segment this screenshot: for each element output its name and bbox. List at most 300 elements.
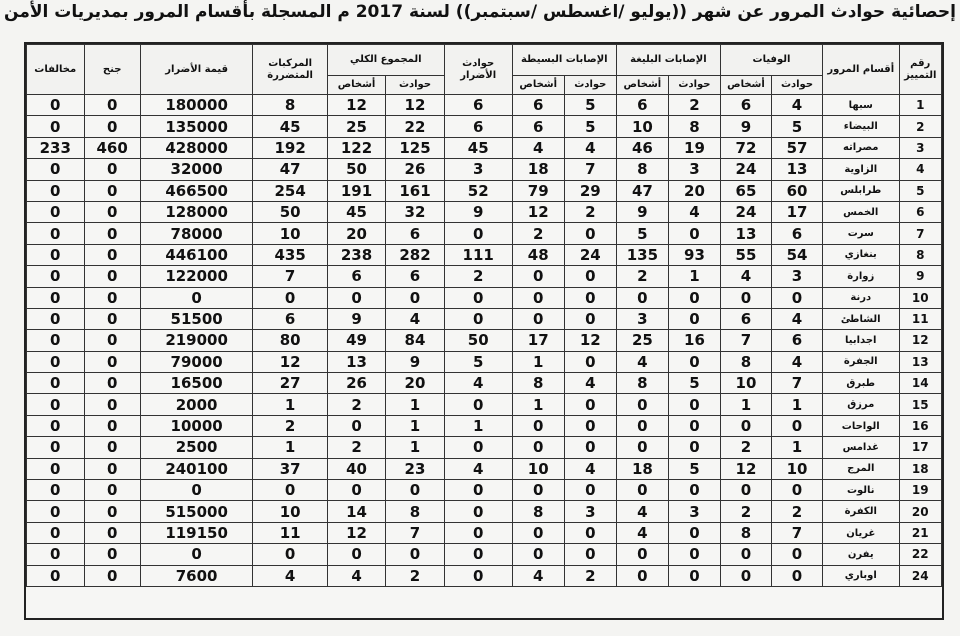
damage-value-cell: 466500: [140, 180, 253, 201]
minor-persons-cell: 1: [512, 351, 564, 372]
damage-accidents-cell: 5: [444, 351, 512, 372]
damaged-vehicles-cell: 254: [253, 180, 327, 201]
subheader-total-persons: أشخاص: [327, 76, 385, 95]
deaths-persons-cell: 8: [720, 522, 771, 543]
damage-value-cell: 515000: [140, 501, 253, 522]
misdemeanors-cell: 0: [84, 287, 140, 308]
severe-accidents-cell: 0: [668, 308, 720, 329]
damage-value-cell: 7600: [140, 565, 253, 586]
severe-persons-cell: 4: [616, 351, 668, 372]
deaths-persons-cell: 8: [720, 351, 771, 372]
station-name-cell: بنغازي: [823, 244, 900, 265]
total-persons-cell: 9: [327, 308, 385, 329]
table-row: [27, 544, 942, 565]
station-name-cell: الكفرة: [823, 501, 900, 522]
minor-persons-cell: 6: [512, 95, 564, 116]
total-accidents-cell: 0: [386, 287, 444, 308]
minor-persons-cell: 0: [512, 544, 564, 565]
deaths-accidents-cell: 10: [772, 458, 823, 479]
table-body: [27, 95, 942, 587]
damaged-vehicles-cell: 0: [253, 544, 327, 565]
table-row: [27, 116, 942, 137]
severe-accidents-cell: 93: [668, 244, 720, 265]
total-accidents-cell: 6: [386, 223, 444, 244]
station-name-cell: طبرق: [823, 373, 900, 394]
row-number-cell: 11: [899, 308, 942, 329]
minor-accidents-cell: 3: [564, 501, 616, 522]
severe-persons-cell: 6: [616, 95, 668, 116]
minor-persons-cell: 2: [512, 223, 564, 244]
row-number-cell: 17: [899, 437, 942, 458]
severe-persons-cell: 18: [616, 458, 668, 479]
misdemeanors-cell: 0: [84, 394, 140, 415]
minor-persons-cell: 0: [512, 415, 564, 436]
minor-accidents-cell: 24: [564, 244, 616, 265]
damage-value-cell: 446100: [140, 244, 253, 265]
header-damaged-vehicles: المركبات المتضررة: [253, 45, 327, 95]
severe-accidents-cell: 0: [668, 522, 720, 543]
severe-persons-cell: 8: [616, 159, 668, 180]
damaged-vehicles-cell: 11: [253, 522, 327, 543]
row-number-cell: 21: [899, 522, 942, 543]
deaths-accidents-cell: 2: [772, 501, 823, 522]
total-accidents-cell: 9: [386, 351, 444, 372]
row-number-cell: 10: [899, 287, 942, 308]
misdemeanors-cell: 0: [84, 244, 140, 265]
damaged-vehicles-cell: 4: [253, 565, 327, 586]
table-row: [27, 223, 942, 244]
deaths-persons-cell: 6: [720, 95, 771, 116]
severe-persons-cell: 0: [616, 287, 668, 308]
total-accidents-cell: 0: [386, 544, 444, 565]
minor-accidents-cell: 5: [564, 95, 616, 116]
deaths-persons-cell: 7: [720, 330, 771, 351]
violations-cell: 0: [27, 565, 85, 586]
damage-accidents-cell: 0: [444, 308, 512, 329]
damage-value-cell: 78000: [140, 223, 253, 244]
damage-accidents-cell: 0: [444, 480, 512, 501]
deaths-persons-cell: 2: [720, 437, 771, 458]
severe-persons-cell: 3: [616, 308, 668, 329]
violations-cell: 233: [27, 137, 85, 158]
damage-accidents-cell: 2: [444, 266, 512, 287]
misdemeanors-cell: 0: [84, 330, 140, 351]
total-persons-cell: 25: [327, 116, 385, 137]
total-accidents-cell: 23: [386, 458, 444, 479]
damage-accidents-cell: 9: [444, 201, 512, 222]
misdemeanors-cell: 0: [84, 266, 140, 287]
severe-accidents-cell: 2: [668, 95, 720, 116]
violations-cell: 0: [27, 415, 85, 436]
deaths-persons-cell: 24: [720, 159, 771, 180]
severe-persons-cell: 2: [616, 266, 668, 287]
station-name-cell: غدامس: [823, 437, 900, 458]
total-accidents-cell: 20: [386, 373, 444, 394]
table-row: [27, 458, 942, 479]
row-number-cell: 15: [899, 394, 942, 415]
deaths-accidents-cell: 5: [772, 116, 823, 137]
damage-accidents-cell: 3: [444, 159, 512, 180]
damaged-vehicles-cell: 0: [253, 287, 327, 308]
violations-cell: 0: [27, 330, 85, 351]
subheader-total-accidents: حوادث: [386, 76, 444, 95]
subheader-deaths-persons: أشخاص: [720, 76, 771, 95]
row-number-cell: 19: [899, 480, 942, 501]
total-accidents-cell: 125: [386, 137, 444, 158]
station-name-cell: الخمس: [823, 201, 900, 222]
damage-accidents-cell: 4: [444, 373, 512, 394]
deaths-persons-cell: 65: [720, 180, 771, 201]
violations-cell: 0: [27, 373, 85, 394]
row-number-cell: 18: [899, 458, 942, 479]
row-number-cell: 12: [899, 330, 942, 351]
damage-value-cell: 428000: [140, 137, 253, 158]
minor-accidents-cell: 0: [564, 437, 616, 458]
subheader-deaths-accidents: حوادث: [772, 76, 823, 95]
damage-accidents-cell: 45: [444, 137, 512, 158]
deaths-accidents-cell: 3: [772, 266, 823, 287]
damage-accidents-cell: 111: [444, 244, 512, 265]
subheader-minor-persons: أشخاص: [512, 76, 564, 95]
row-number-cell: 1: [899, 95, 942, 116]
minor-persons-cell: 48: [512, 244, 564, 265]
row-number-cell: 6: [899, 201, 942, 222]
total-accidents-cell: 1: [386, 415, 444, 436]
deaths-accidents-cell: 4: [772, 308, 823, 329]
severe-accidents-cell: 1: [668, 266, 720, 287]
damaged-vehicles-cell: 12: [253, 351, 327, 372]
row-number-cell: 2: [899, 116, 942, 137]
severe-accidents-cell: 3: [668, 501, 720, 522]
violations-cell: 0: [27, 266, 85, 287]
row-number-cell: 20: [899, 501, 942, 522]
total-persons-cell: 2: [327, 394, 385, 415]
row-number-cell: 13: [899, 351, 942, 372]
total-accidents-cell: 12: [386, 95, 444, 116]
severe-accidents-cell: 0: [668, 437, 720, 458]
minor-persons-cell: 8: [512, 373, 564, 394]
severe-persons-cell: 4: [616, 501, 668, 522]
table-row: [27, 244, 942, 265]
deaths-persons-cell: 12: [720, 458, 771, 479]
total-persons-cell: 0: [327, 287, 385, 308]
table-row: [27, 522, 942, 543]
violations-cell: 0: [27, 437, 85, 458]
violations-cell: 0: [27, 244, 85, 265]
total-persons-cell: 2: [327, 437, 385, 458]
damage-value-cell: 119150: [140, 522, 253, 543]
header-violations: مخالفات: [27, 45, 85, 95]
total-persons-cell: 12: [327, 522, 385, 543]
station-name-cell: الجفرة: [823, 351, 900, 372]
damage-accidents-cell: 50: [444, 330, 512, 351]
misdemeanors-cell: 0: [84, 565, 140, 586]
deaths-accidents-cell: 54: [772, 244, 823, 265]
total-accidents-cell: 7: [386, 522, 444, 543]
damage-value-cell: 2000: [140, 394, 253, 415]
damage-accidents-cell: 4: [444, 458, 512, 479]
station-name-cell: الزاوية: [823, 159, 900, 180]
violations-cell: 0: [27, 501, 85, 522]
severe-persons-cell: 0: [616, 415, 668, 436]
severe-accidents-cell: 0: [668, 480, 720, 501]
minor-accidents-cell: 7: [564, 159, 616, 180]
misdemeanors-cell: 0: [84, 501, 140, 522]
row-number-cell: 9: [899, 266, 942, 287]
damaged-vehicles-cell: 0: [253, 480, 327, 501]
total-persons-cell: 13: [327, 351, 385, 372]
deaths-persons-cell: 4: [720, 266, 771, 287]
minor-persons-cell: 8: [512, 501, 564, 522]
row-number-cell: 24: [899, 565, 942, 586]
damage-value-cell: 122000: [140, 266, 253, 287]
minor-accidents-cell: 0: [564, 522, 616, 543]
severe-accidents-cell: 0: [668, 287, 720, 308]
table-row: [27, 394, 942, 415]
total-persons-cell: 122: [327, 137, 385, 158]
header-damage-accidents: حوادث الأضرار: [444, 45, 512, 95]
damaged-vehicles-cell: 6: [253, 308, 327, 329]
misdemeanors-cell: 0: [84, 544, 140, 565]
damage-accidents-cell: 0: [444, 544, 512, 565]
violations-cell: 0: [27, 544, 85, 565]
table-row: [27, 266, 942, 287]
severe-accidents-cell: 5: [668, 373, 720, 394]
table-row: [27, 565, 942, 586]
damage-accidents-cell: 0: [444, 501, 512, 522]
violations-cell: 0: [27, 116, 85, 137]
minor-accidents-cell: 12: [564, 330, 616, 351]
deaths-accidents-cell: 7: [772, 373, 823, 394]
severe-persons-cell: 10: [616, 116, 668, 137]
table-row: [27, 501, 942, 522]
severe-persons-cell: 135: [616, 244, 668, 265]
misdemeanors-cell: 0: [84, 458, 140, 479]
damage-value-cell: 16500: [140, 373, 253, 394]
damage-value-cell: 0: [140, 287, 253, 308]
deaths-persons-cell: 72: [720, 137, 771, 158]
violations-cell: 0: [27, 95, 85, 116]
total-accidents-cell: 161: [386, 180, 444, 201]
header-severe-injuries: الإصابات البليغة: [616, 45, 720, 76]
table-row: [27, 415, 942, 436]
damage-value-cell: 135000: [140, 116, 253, 137]
damage-value-cell: 79000: [140, 351, 253, 372]
total-persons-cell: 238: [327, 244, 385, 265]
severe-persons-cell: 25: [616, 330, 668, 351]
deaths-persons-cell: 2: [720, 501, 771, 522]
station-name-cell: زوارة: [823, 266, 900, 287]
deaths-accidents-cell: 7: [772, 522, 823, 543]
misdemeanors-cell: 0: [84, 308, 140, 329]
table-row: [27, 159, 942, 180]
total-accidents-cell: 0: [386, 480, 444, 501]
minor-accidents-cell: 5: [564, 116, 616, 137]
row-number-cell: 16: [899, 415, 942, 436]
violations-cell: 0: [27, 351, 85, 372]
damaged-vehicles-cell: 27: [253, 373, 327, 394]
violations-cell: 0: [27, 223, 85, 244]
minor-accidents-cell: 4: [564, 137, 616, 158]
damaged-vehicles-cell: 192: [253, 137, 327, 158]
deaths-accidents-cell: 4: [772, 351, 823, 372]
damage-accidents-cell: 0: [444, 394, 512, 415]
damaged-vehicles-cell: 10: [253, 223, 327, 244]
total-persons-cell: 0: [327, 480, 385, 501]
station-name-cell: اجدابيا: [823, 330, 900, 351]
minor-persons-cell: 79: [512, 180, 564, 201]
damage-value-cell: 180000: [140, 95, 253, 116]
minor-accidents-cell: 2: [564, 201, 616, 222]
total-accidents-cell: 22: [386, 116, 444, 137]
severe-persons-cell: 4: [616, 522, 668, 543]
misdemeanors-cell: 0: [84, 201, 140, 222]
damage-accidents-cell: 0: [444, 437, 512, 458]
total-persons-cell: 191: [327, 180, 385, 201]
violations-cell: 0: [27, 308, 85, 329]
misdemeanors-cell: 460: [84, 137, 140, 158]
misdemeanors-cell: 0: [84, 373, 140, 394]
severe-persons-cell: 0: [616, 565, 668, 586]
row-number-cell: 8: [899, 244, 942, 265]
deaths-persons-cell: 0: [720, 565, 771, 586]
severe-persons-cell: 5: [616, 223, 668, 244]
table-row: [27, 373, 942, 394]
severe-accidents-cell: 0: [668, 565, 720, 586]
total-accidents-cell: 26: [386, 159, 444, 180]
table-row: [27, 287, 942, 308]
damaged-vehicles-cell: 7: [253, 266, 327, 287]
table-row: [27, 201, 942, 222]
deaths-persons-cell: 1: [720, 394, 771, 415]
damaged-vehicles-cell: 47: [253, 159, 327, 180]
station-name-cell: مرزق: [823, 394, 900, 415]
misdemeanors-cell: 0: [84, 116, 140, 137]
violations-cell: 0: [27, 201, 85, 222]
total-persons-cell: 0: [327, 544, 385, 565]
minor-accidents-cell: 0: [564, 266, 616, 287]
deaths-accidents-cell: 0: [772, 565, 823, 586]
deaths-accidents-cell: 6: [772, 330, 823, 351]
total-persons-cell: 45: [327, 201, 385, 222]
deaths-persons-cell: 0: [720, 480, 771, 501]
deaths-accidents-cell: 4: [772, 95, 823, 116]
severe-persons-cell: 0: [616, 437, 668, 458]
deaths-persons-cell: 0: [720, 287, 771, 308]
damaged-vehicles-cell: 80: [253, 330, 327, 351]
deaths-accidents-cell: 1: [772, 394, 823, 415]
deaths-accidents-cell: 60: [772, 180, 823, 201]
damaged-vehicles-cell: 50: [253, 201, 327, 222]
severe-accidents-cell: 19: [668, 137, 720, 158]
deaths-persons-cell: 9: [720, 116, 771, 137]
minor-persons-cell: 12: [512, 201, 564, 222]
severe-persons-cell: 9: [616, 201, 668, 222]
misdemeanors-cell: 0: [84, 159, 140, 180]
total-accidents-cell: 84: [386, 330, 444, 351]
row-number-cell: 3: [899, 137, 942, 158]
misdemeanors-cell: 0: [84, 180, 140, 201]
row-number-cell: 14: [899, 373, 942, 394]
minor-accidents-cell: 0: [564, 308, 616, 329]
minor-persons-cell: 4: [512, 565, 564, 586]
misdemeanors-cell: 0: [84, 480, 140, 501]
deaths-accidents-cell: 13: [772, 159, 823, 180]
header-deaths: الوفيات: [720, 45, 822, 76]
severe-accidents-cell: 0: [668, 351, 720, 372]
total-persons-cell: 50: [327, 159, 385, 180]
subheader-minor-accidents: حوادث: [564, 76, 616, 95]
station-name-cell: الشاطئ: [823, 308, 900, 329]
minor-persons-cell: 0: [512, 287, 564, 308]
minor-accidents-cell: 0: [564, 287, 616, 308]
damage-value-cell: 0: [140, 544, 253, 565]
minor-accidents-cell: 4: [564, 373, 616, 394]
total-persons-cell: 49: [327, 330, 385, 351]
deaths-accidents-cell: 0: [772, 287, 823, 308]
deaths-accidents-cell: 17: [772, 201, 823, 222]
table-row: [27, 137, 942, 158]
deaths-persons-cell: 13: [720, 223, 771, 244]
damage-accidents-cell: 1: [444, 415, 512, 436]
severe-persons-cell: 0: [616, 544, 668, 565]
statistics-table-frame: [24, 42, 944, 620]
header-total: المجموع الكلي: [327, 45, 444, 76]
minor-persons-cell: 10: [512, 458, 564, 479]
total-persons-cell: 12: [327, 95, 385, 116]
total-accidents-cell: 32: [386, 201, 444, 222]
minor-persons-cell: 0: [512, 308, 564, 329]
damaged-vehicles-cell: 10: [253, 501, 327, 522]
total-accidents-cell: 1: [386, 394, 444, 415]
station-name-cell: اوباري: [823, 565, 900, 586]
deaths-accidents-cell: 0: [772, 544, 823, 565]
severe-accidents-cell: 20: [668, 180, 720, 201]
minor-persons-cell: 0: [512, 266, 564, 287]
minor-persons-cell: 0: [512, 522, 564, 543]
station-name-cell: مصراته: [823, 137, 900, 158]
severe-accidents-cell: 5: [668, 458, 720, 479]
severe-accidents-cell: 3: [668, 159, 720, 180]
severe-persons-cell: 47: [616, 180, 668, 201]
severe-accidents-cell: 16: [668, 330, 720, 351]
damaged-vehicles-cell: 1: [253, 437, 327, 458]
damaged-vehicles-cell: 37: [253, 458, 327, 479]
total-persons-cell: 4: [327, 565, 385, 586]
damage-accidents-cell: 0: [444, 223, 512, 244]
damage-value-cell: 51500: [140, 308, 253, 329]
deaths-persons-cell: 0: [720, 415, 771, 436]
table-row: [27, 180, 942, 201]
severe-accidents-cell: 0: [668, 394, 720, 415]
minor-accidents-cell: 0: [564, 223, 616, 244]
row-number-cell: 22: [899, 544, 942, 565]
total-accidents-cell: 8: [386, 501, 444, 522]
deaths-accidents-cell: 57: [772, 137, 823, 158]
minor-accidents-cell: 2: [564, 565, 616, 586]
damaged-vehicles-cell: 435: [253, 244, 327, 265]
row-number-cell: 5: [899, 180, 942, 201]
deaths-persons-cell: 10: [720, 373, 771, 394]
total-accidents-cell: 282: [386, 244, 444, 265]
total-persons-cell: 14: [327, 501, 385, 522]
damage-value-cell: 2500: [140, 437, 253, 458]
violations-cell: 0: [27, 480, 85, 501]
damage-accidents-cell: 6: [444, 116, 512, 137]
subheader-severe-accidents: حوادث: [668, 76, 720, 95]
subheader-severe-persons: أشخاص: [616, 76, 668, 95]
total-accidents-cell: 6: [386, 266, 444, 287]
